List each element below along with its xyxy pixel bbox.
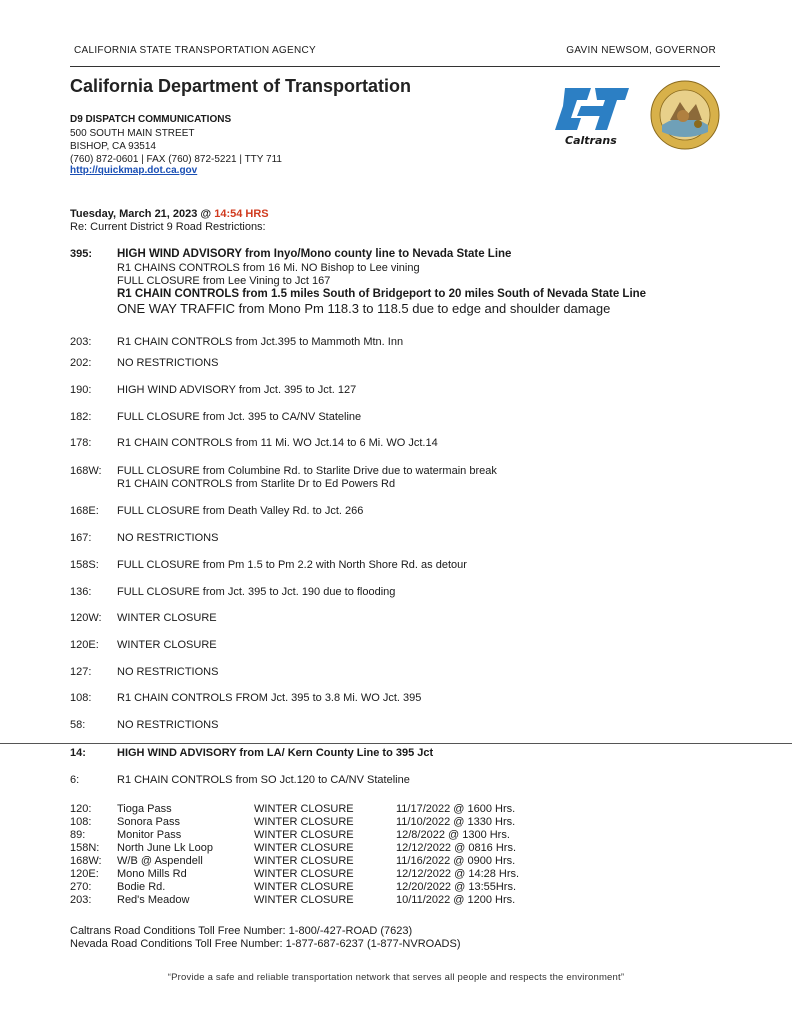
restriction-text: FULL CLOSURE from Jct. 395 to CA/NV Stateline	[117, 411, 362, 423]
restriction-text: FULL CLOSURE from Pm 1.5 to Pm 2.2 with North Shore Rd. as detour	[117, 559, 467, 571]
closure-name: Monitor Pass	[117, 829, 182, 841]
route-number: 136:	[70, 586, 92, 598]
closure-name: Sonora Pass	[117, 816, 180, 828]
restriction-text: FULL CLOSURE from Jct. 395 to Jct. 190 due to flooding	[117, 586, 396, 598]
route-number: 158S:	[70, 559, 99, 571]
closure-date: 10/11/2022 @ 1200 Hrs.	[396, 894, 516, 906]
restriction-text: ONE WAY TRAFFIC from Mono Pm 118.3 to 118.5 due to edge and shoulder damage	[117, 301, 611, 316]
closure-name: Tioga Pass	[117, 803, 172, 815]
restriction-text: R1 CHAIN CONTROLS FROM Jct. 395 to 3.8 Mi. WO Jct. 395	[117, 692, 422, 704]
report-subject: Re: Current District 9 Road Restrictions:	[70, 221, 266, 233]
closure-status: WINTER CLOSURE	[254, 855, 354, 867]
closure-route: 120:	[70, 803, 92, 815]
route-number: 108:	[70, 692, 92, 704]
caltrans-wordmark: Caltrans	[565, 134, 617, 146]
restriction-text: FULL CLOSURE from Lee Vining to Jct 167	[117, 275, 331, 287]
closure-route: 158N:	[70, 842, 100, 854]
closure-date: 11/16/2022 @ 0900 Hrs.	[396, 855, 516, 867]
restriction-text: HIGH WIND ADVISORY from Jct. 395 to Jct. 127	[117, 384, 357, 396]
governor-name: GAVIN NEWSOM, GOVERNOR	[566, 45, 716, 56]
caltrans-ct-icon	[551, 84, 633, 146]
scan-divider	[0, 743, 792, 744]
closure-status: WINTER CLOSURE	[254, 842, 354, 854]
closure-route: 270:	[70, 881, 92, 893]
closure-date: 11/17/2022 @ 1600 Hrs.	[396, 803, 516, 815]
route-number: 6:	[70, 774, 80, 786]
agency-name: CALIFORNIA STATE TRANSPORTATION AGENCY	[74, 45, 316, 56]
restriction-text: WINTER CLOSURE	[117, 639, 217, 651]
restriction-text: NO RESTRICTIONS	[117, 666, 219, 678]
closure-name: Mono Mills Rd	[117, 868, 187, 880]
restriction-text: HIGH WIND ADVISORY from LA/ Kern County Line to 395 Jct	[117, 747, 434, 759]
closure-status: WINTER CLOSURE	[254, 803, 354, 815]
route-number: 190:	[70, 384, 92, 396]
restriction-text: NO RESTRICTIONS	[117, 532, 219, 544]
closure-date: 12/12/2022 @ 0816 Hrs.	[396, 842, 517, 854]
closure-name: W/B @ Aspendell	[117, 855, 203, 867]
restriction-text: R1 CHAINS CONTROLS from 16 Mi. NO Bishop to Lee vining	[117, 262, 420, 274]
restriction-text: R1 CHAIN CONTROLS from Starlite Dr to Ed Powers Rd	[117, 478, 396, 490]
closure-route: 108:	[70, 816, 92, 828]
route-number: 127:	[70, 666, 92, 678]
route-number: 182:	[70, 411, 92, 423]
restriction-text: R1 CHAIN CONTROLS from SO Jct.120 to CA/NV Stateline	[117, 774, 410, 786]
closure-date: 12/8/2022 @ 1300 Hrs.	[396, 829, 510, 841]
route-number: 168E:	[70, 505, 99, 517]
closure-name: Red's Meadow	[117, 894, 190, 906]
route-number: 120E:	[70, 639, 99, 651]
report-time: 14:54 HRS	[214, 208, 269, 220]
restriction-text: R1 CHAIN CONTROLS from 1.5 miles South of Bridgeport to 20 miles South of Nevada State Line	[117, 288, 647, 300]
mission-statement: “Provide a safe and reliable transportation network that serves all people and respects the environment”	[167, 972, 625, 983]
restriction-text: R1 CHAIN CONTROLS from Jct.395 to Mammoth Mtn. Inn	[117, 336, 404, 348]
quickmap-link[interactable]: http://quickmap.dot.ca.gov	[70, 165, 198, 176]
closure-date: 11/10/2022 @ 1330 Hrs.	[396, 816, 516, 828]
closure-status: WINTER CLOSURE	[254, 881, 354, 893]
restriction-text: NO RESTRICTIONS	[117, 719, 219, 731]
closure-date: 12/12/2022 @ 14:28 Hrs.	[396, 868, 520, 880]
closure-status: WINTER CLOSURE	[254, 894, 354, 906]
route-number: 168W:	[70, 465, 102, 477]
report-date	[70, 208, 269, 220]
nevada-phone: Nevada Road Conditions Toll Free Number: 1-877-687-6237 (1-877-NVROADS)	[70, 938, 461, 950]
restriction-text: R1 CHAIN CONTROLS from 11 Mi. WO Jct.14 to 6 Mi. WO Jct.14	[117, 437, 438, 449]
address-line: BISHOP, CA 93514	[70, 141, 156, 152]
closure-route: 168W:	[70, 855, 102, 867]
office-name: D9 DISPATCH COMMUNICATIONS	[70, 114, 232, 125]
contact-line: (760) 872-0601 | FAX (760) 872-5221 | TTY 711	[70, 154, 282, 165]
restriction-text: NO RESTRICTIONS	[117, 357, 219, 369]
department-title: California Department of Transportation	[70, 76, 412, 96]
route-number: 120W:	[70, 612, 102, 624]
route-number: 202:	[70, 357, 92, 369]
closure-route: 89:	[70, 829, 86, 841]
closure-route: 120E:	[70, 868, 99, 880]
closure-route: 203:	[70, 894, 92, 906]
caltrans-phone: Caltrans Road Conditions Toll Free Number: 1-800/-427-ROAD (7623)	[70, 925, 413, 937]
report-date-text: Tuesday, March 21, 2023 @	[70, 208, 215, 220]
header-divider	[70, 66, 720, 67]
restriction-text: FULL CLOSURE from Death Valley Rd. to Jct. 266	[117, 505, 364, 517]
california-seal-icon	[650, 80, 720, 150]
route-number: 395:	[70, 248, 93, 260]
closure-status: WINTER CLOSURE	[254, 816, 354, 828]
closure-status: WINTER CLOSURE	[254, 829, 354, 841]
route-number: 203:	[70, 336, 92, 348]
route-number: 58:	[70, 719, 86, 731]
route-number: 178:	[70, 437, 92, 449]
caltrans-logo	[551, 84, 633, 146]
route-number: 167:	[70, 532, 92, 544]
address-line: 500 SOUTH MAIN STREET	[70, 128, 195, 139]
restriction-text: HIGH WIND ADVISORY from Inyo/Mono county line to Nevada State Line	[117, 248, 512, 260]
closure-date: 12/20/2022 @ 13:55Hrs.	[396, 881, 517, 893]
restriction-text: WINTER CLOSURE	[117, 612, 217, 624]
closure-name: Bodie Rd.	[117, 881, 166, 893]
closure-name: North June Lk Loop	[117, 842, 214, 854]
route-number: 14:	[70, 747, 86, 759]
closure-status: WINTER CLOSURE	[254, 868, 354, 880]
restriction-text: FULL CLOSURE from Columbine Rd. to Starlite Drive due to watermain break	[117, 465, 497, 477]
state-seal	[650, 80, 720, 150]
